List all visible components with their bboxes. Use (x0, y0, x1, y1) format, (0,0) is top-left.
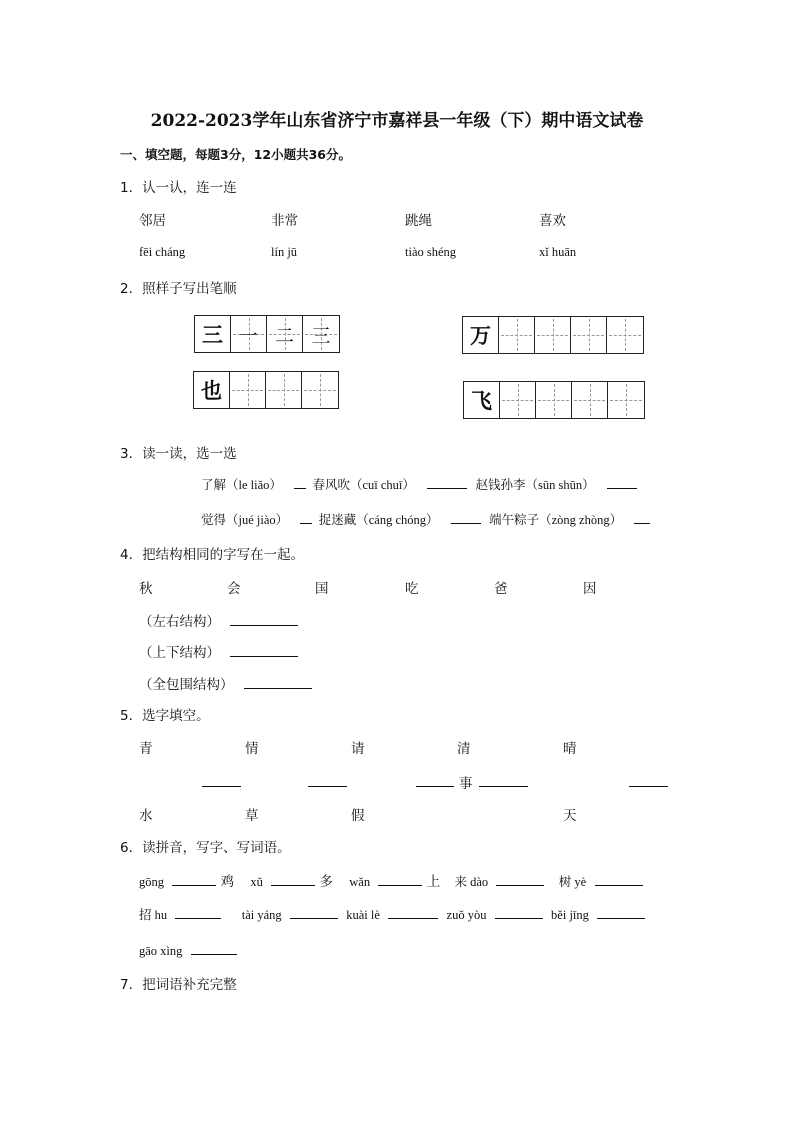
q5-char: 草 (245, 808, 259, 824)
answer-blank[interactable] (191, 941, 237, 955)
q4-char: 因 (583, 581, 597, 597)
q1-word: 喜欢 (539, 213, 566, 229)
answer-blank[interactable] (427, 475, 467, 489)
grid-cell: 一 (231, 316, 267, 352)
answer-blank[interactable] (388, 905, 438, 919)
answer-blank[interactable] (496, 872, 544, 886)
q1-word: 非常 (271, 213, 298, 229)
q1-pinyin: fēi cháng (139, 245, 186, 259)
answer-blank[interactable] (230, 643, 298, 657)
answer-blank[interactable] (271, 872, 315, 886)
q5-option: 清 (457, 741, 471, 757)
q1-word: 邻居 (139, 213, 166, 229)
q5-char: 天 (563, 808, 577, 824)
q5-option: 晴 (563, 741, 577, 757)
question-4-label: 4．把结构相同的字写在一起。 (120, 547, 305, 563)
q5-char: 假 (351, 808, 365, 824)
answer-blank[interactable] (597, 905, 645, 919)
answer-blank[interactable] (595, 872, 643, 886)
answer-blank[interactable] (175, 905, 221, 919)
q6-row-1: gōng 鸡 xǔ 多 wǎn 上 来 dào 树 yè (139, 870, 643, 890)
answer-blank[interactable] (230, 612, 298, 626)
grid-cell-empty[interactable] (302, 372, 338, 408)
q4-group-enclosed: （全包围结构） (139, 673, 312, 693)
grid-cell-empty[interactable] (230, 372, 266, 408)
q5-char: 水 (139, 808, 153, 824)
q4-char: 爸 (494, 581, 508, 597)
question-3-label: 3．读一读，选一选 (120, 446, 237, 462)
q3-item: 春风吹（cuī chuī） (312, 478, 415, 492)
stroke-grid-wan (462, 316, 644, 354)
answer-blank[interactable] (290, 905, 338, 919)
answer-blank[interactable] (294, 475, 306, 489)
grid-cell: 万 (463, 317, 499, 353)
q5-middle-char: 事 (459, 776, 473, 792)
answer-blank[interactable] (495, 905, 543, 919)
q6-row-3: gāo xìng (139, 941, 237, 959)
grid-cell: 三 (195, 316, 231, 352)
answer-blank[interactable] (416, 773, 454, 787)
question-2-label: 2．照样子写出笔顺 (120, 281, 237, 297)
question-6-label: 6．读拼音，写字、写词语。 (120, 840, 291, 856)
q1-word: 跳绳 (405, 213, 432, 229)
grid-cell: 也 (194, 372, 230, 408)
q4-char: 秋 (139, 581, 153, 597)
grid-cell-empty[interactable] (536, 382, 572, 418)
answer-blank[interactable] (634, 510, 650, 524)
q5-option: 请 (351, 741, 365, 757)
grid-cell-empty[interactable] (500, 382, 536, 418)
q3-item: 捉迷藏（cáng chóng） (318, 513, 439, 527)
question-7-label: 7．把词语补充完整 (120, 977, 237, 993)
q3-item: 了解（le liǎo） (201, 478, 282, 492)
q5-option: 情 (245, 741, 259, 757)
q1-pinyin: xǐ huān (539, 245, 577, 259)
q5-option: 青 (139, 741, 153, 757)
question-5-label: 5．选字填空。 (120, 708, 210, 724)
q4-char: 吃 (405, 581, 419, 597)
answer-blank[interactable] (202, 773, 241, 787)
grid-cell-empty[interactable] (572, 382, 608, 418)
grid-cell-empty[interactable] (266, 372, 302, 408)
q3-item: 端午粽子（zòng zhòng） (489, 513, 623, 527)
q6-row-2: 招 hu tài yáng kuài lè zuǒ yòu běi jīng (139, 905, 645, 923)
page-title: 2022-2023学年山东省济宁市嘉祥县一年级（下）期中语文试卷 (150, 111, 644, 131)
q1-pinyin: tiào shéng (405, 245, 457, 259)
answer-blank[interactable] (378, 872, 422, 886)
stroke-grid-san (194, 315, 340, 353)
grid-cell-empty[interactable] (499, 317, 535, 353)
grid-cell-empty[interactable] (608, 382, 644, 418)
q4-group-top-bottom: （上下结构） (139, 641, 298, 661)
answer-blank[interactable] (607, 475, 637, 489)
answer-blank[interactable] (479, 773, 528, 787)
q3-item: 觉得（jué jiào） (201, 513, 289, 527)
answer-blank[interactable] (244, 675, 312, 689)
q3-row-2 (201, 510, 650, 528)
grid-cell: 二 (267, 316, 303, 352)
question-1-label: 1．认一认，连一连 (120, 180, 237, 196)
q4-group-left-right: （左右结构） (139, 610, 298, 630)
q3-item: 赵钱孙李（sūn shūn） (475, 478, 595, 492)
answer-blank[interactable] (308, 773, 347, 787)
grid-cell: 飞 (464, 382, 500, 418)
q4-char: 国 (315, 581, 329, 597)
grid-cell-empty[interactable] (607, 317, 643, 353)
answer-blank[interactable] (451, 510, 481, 524)
stroke-grid-fei (463, 381, 645, 419)
answer-blank[interactable] (629, 773, 668, 787)
answer-blank[interactable] (172, 872, 216, 886)
q1-pinyin: lín jū (271, 245, 298, 259)
grid-cell: 三 (303, 316, 339, 352)
answer-blank[interactable] (300, 510, 312, 524)
section-heading: 一、填空题，每题3分，12小题共36分。 (120, 147, 351, 162)
stroke-grid-ye (193, 371, 339, 409)
grid-cell-empty[interactable] (571, 317, 607, 353)
grid-cell-empty[interactable] (535, 317, 571, 353)
q4-char: 会 (227, 581, 241, 597)
q3-row-1 (201, 475, 637, 493)
